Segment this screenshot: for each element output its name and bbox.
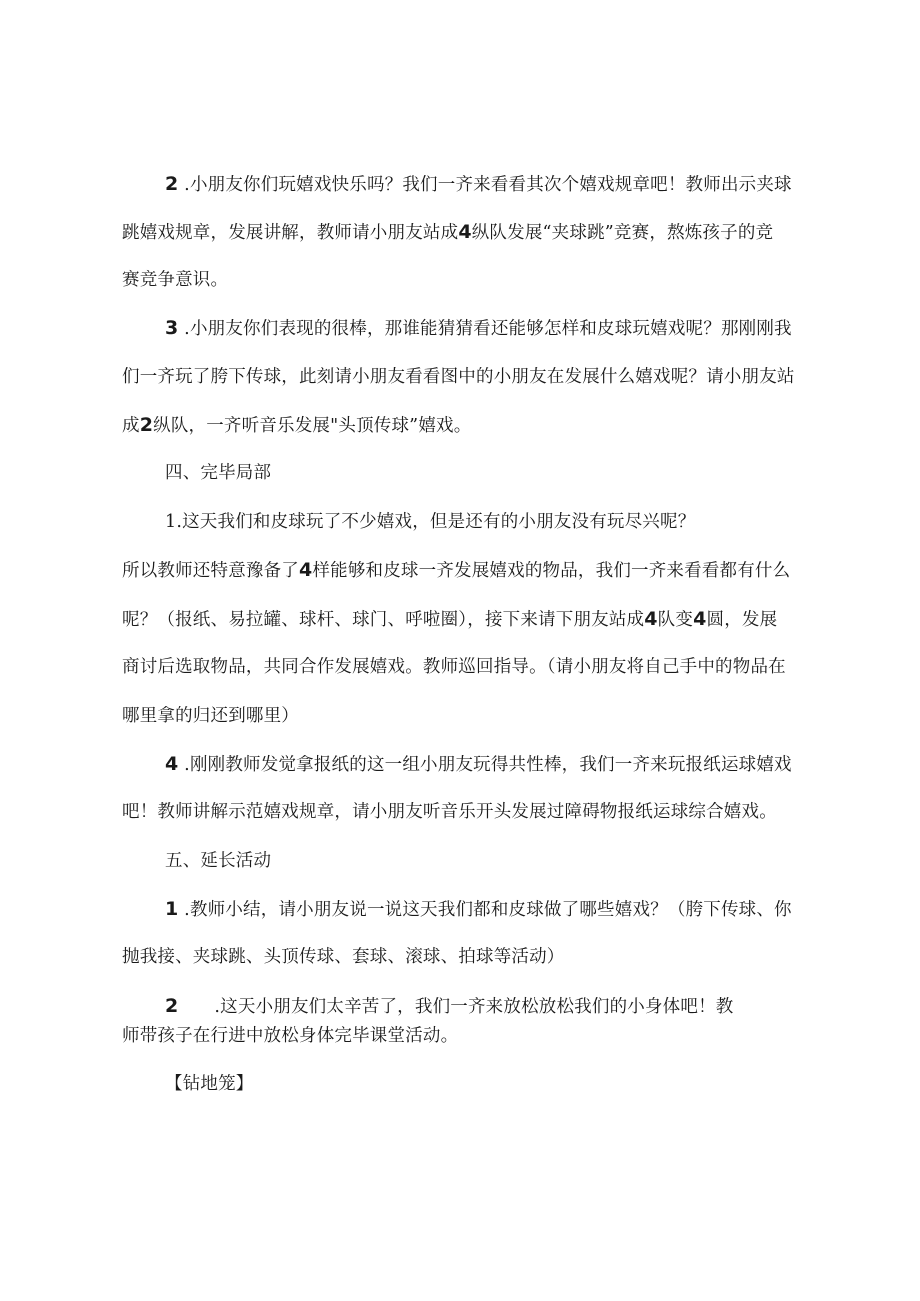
item2-number: 2 <box>165 173 179 195</box>
para-a-line2 <box>122 558 790 583</box>
item3-number-2: 2 <box>139 414 154 436</box>
para-a-number-4a: 4 <box>644 608 658 630</box>
item5-1-line2: 抛我接、夹球跳、头顶传球、套球、滚球、拍球等活动） <box>122 947 565 967</box>
item5-1-number: 1 <box>165 898 179 920</box>
item4-number: 4 <box>165 753 179 775</box>
item5-2-line1 <box>165 994 733 1019</box>
item2-number-4: 4 <box>458 221 472 243</box>
item5-2-text-1: .这天小朋友们太辛苦了，我们一齐来放松放松我们的小身体吧！教 <box>214 997 734 1017</box>
item3-line3 <box>122 413 471 438</box>
item5-2-line2: 师带孩子在行进中放松身体完毕课堂活动。 <box>122 1026 459 1046</box>
item2-text-2b: 纵队发展“夹球跳”竞赛，熬炼孩子的竞 <box>471 223 774 243</box>
item3-text-1: .小朋友你们表现的很棒，那谁能猜猜看还能够怎样和皮球玩嬉戏呢？那刚刚我 <box>178 319 792 339</box>
item4-line1 <box>165 752 792 777</box>
item3-number: 3 <box>165 317 179 339</box>
item3-line1 <box>165 316 792 341</box>
item3-text-3a: 成 <box>122 416 140 436</box>
item2-text-2a: 跳嬉戏规章，发展讲解，教师请小朋友站成 <box>122 223 459 243</box>
item4-text-1: .刚刚教师发觉拿报纸的这一组小朋友玩得共性棒，我们一齐来玩报纸运球嬉戏 <box>178 755 792 775</box>
item2-line1 <box>165 172 792 197</box>
item4-line2: 吧！教师讲解示范嬉戏规章，请小朋友听音乐开头发展过障碍物报纸运球综合嬉戏。 <box>122 802 777 822</box>
para-a-number-4b: 4 <box>693 608 707 630</box>
para-a-line5: 哪里拿的归还到哪里） <box>122 706 299 726</box>
item3-line2: 们一齐玩了胯下传球，此刻请小朋友看看图中的小朋友在发展什么嬉戏呢？请小朋友站 <box>122 367 795 387</box>
item2-line2 <box>122 220 773 245</box>
item5-1-line1 <box>165 897 792 922</box>
item2-line3: 赛竞争意识。 <box>122 270 229 290</box>
para-a-text-2a: 所以教师还特意豫备了 <box>122 561 299 581</box>
section5-title: 五、延长活动 <box>165 851 272 871</box>
para-a-text-2b: 样能够和皮球一齐发展嬉戏的物品，我们一齐来看看都有什么 <box>312 561 791 581</box>
section4-title: 四、完毕局部 <box>165 463 272 483</box>
item5-1-text-1: .教师小结，请小朋友说一说这天我们都和皮球做了哪些嬉戏？（胯下传球、你 <box>178 900 792 920</box>
para-a-text-3a: 呢？（报纸、易拉罐、球杆、球门、呼啦圈），接下来请下朋友站成 <box>122 610 645 630</box>
item5-2-number: 2 <box>165 995 179 1017</box>
para-a-text-3c: 圆，发展 <box>706 610 778 630</box>
para-a-line4: 商讨后选取物品，共同合作发展嬉戏。教师巡回指导。（请小朋友将自己手中的物品在 <box>122 657 786 677</box>
para-a-number-4: 4 <box>299 559 313 581</box>
item3-text-3b: 纵队，一齐听音乐发展"头顶传球”嬉戏。 <box>153 416 472 436</box>
para-a-line1: 1.这天我们和皮球玩了不少嬉戏，但是还有的小朋友没有玩尽兴呢？ <box>165 512 696 532</box>
para-a-line3 <box>122 607 777 632</box>
item2-text-1: .小朋友你们玩嬉戏快乐吗？我们一齐来看看其次个嬉戏规章吧！教师出示夹球 <box>178 175 792 195</box>
para-a-text-3b: 队变 <box>657 610 694 630</box>
next-section-title: 【钻地笼】 <box>165 1074 254 1094</box>
